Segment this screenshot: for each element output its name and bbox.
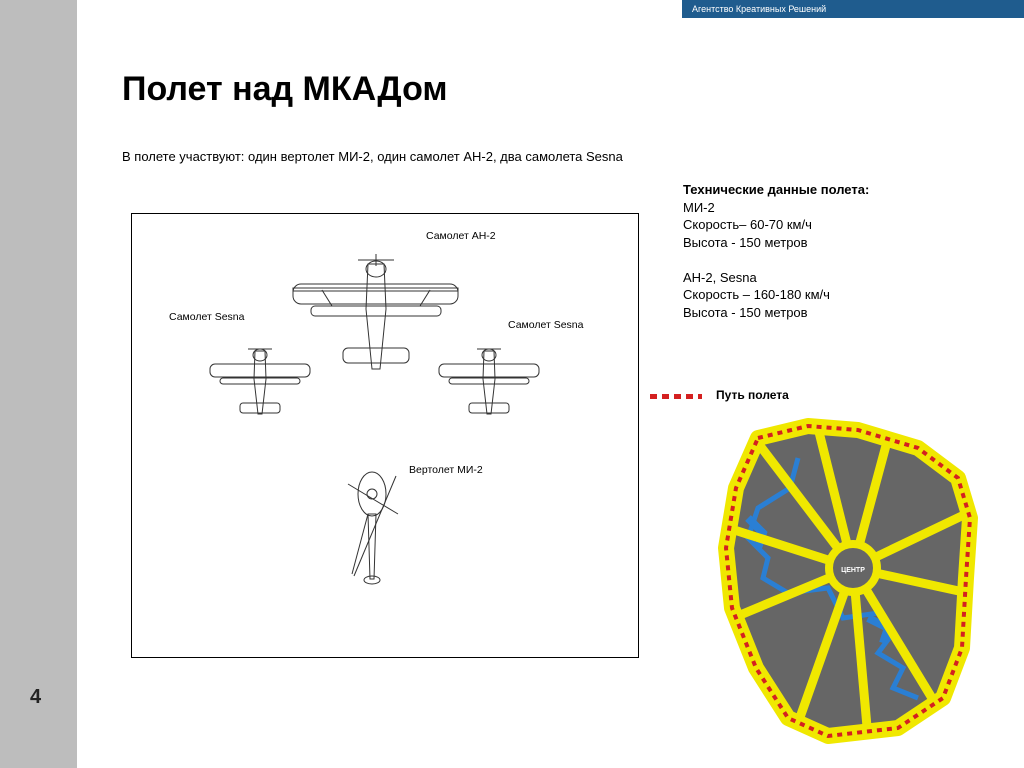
tech-line-spacer — [683, 251, 869, 269]
formation-diagram — [131, 213, 639, 658]
left-sidebar — [0, 0, 77, 768]
mi2-label: Вертолет МИ-2 — [409, 464, 483, 476]
tech-line: Высота - 150 метров — [683, 304, 808, 320]
sesna-right-plane-icon — [439, 349, 539, 414]
agency-banner: Агентство Креативных Решений — [682, 0, 1024, 18]
technical-data-heading: Технические данные полета: — [683, 182, 870, 197]
map-center-label: ЦЕНТР — [841, 567, 865, 574]
page-number: 4 — [30, 686, 42, 708]
sesna-right-label: Самолет Sesna — [508, 319, 584, 331]
tech-line: Скорость – 160-180 км/ч — [683, 287, 830, 302]
mi2-helicopter-icon — [348, 472, 398, 584]
route-legend-dots — [650, 394, 702, 399]
tech-line: МИ-2 — [683, 199, 715, 215]
page-title: Полет над МКАДом — [122, 70, 448, 108]
route-legend — [650, 388, 910, 406]
technical-data — [683, 181, 869, 321]
tech-line: АН-2, Sesna — [683, 269, 757, 285]
mkad-map — [718, 418, 980, 744]
an2-plane-icon — [293, 254, 458, 369]
tech-line: Высота - 150 метров — [683, 234, 808, 250]
sesna-left-label: Самолет Sesna — [169, 311, 245, 323]
route-legend-label: Путь полета — [716, 388, 789, 402]
aircraft-drawings — [132, 214, 638, 657]
sesna-left-plane-icon — [210, 349, 310, 414]
intro-text: В полете участвуют: один вертолет МИ-2, один самолет АН-2, два самолета Sesna — [122, 149, 623, 164]
an2-label: Самолет АН-2 — [426, 230, 496, 242]
tech-line: Скорость– 60-70 км/ч — [683, 217, 812, 232]
